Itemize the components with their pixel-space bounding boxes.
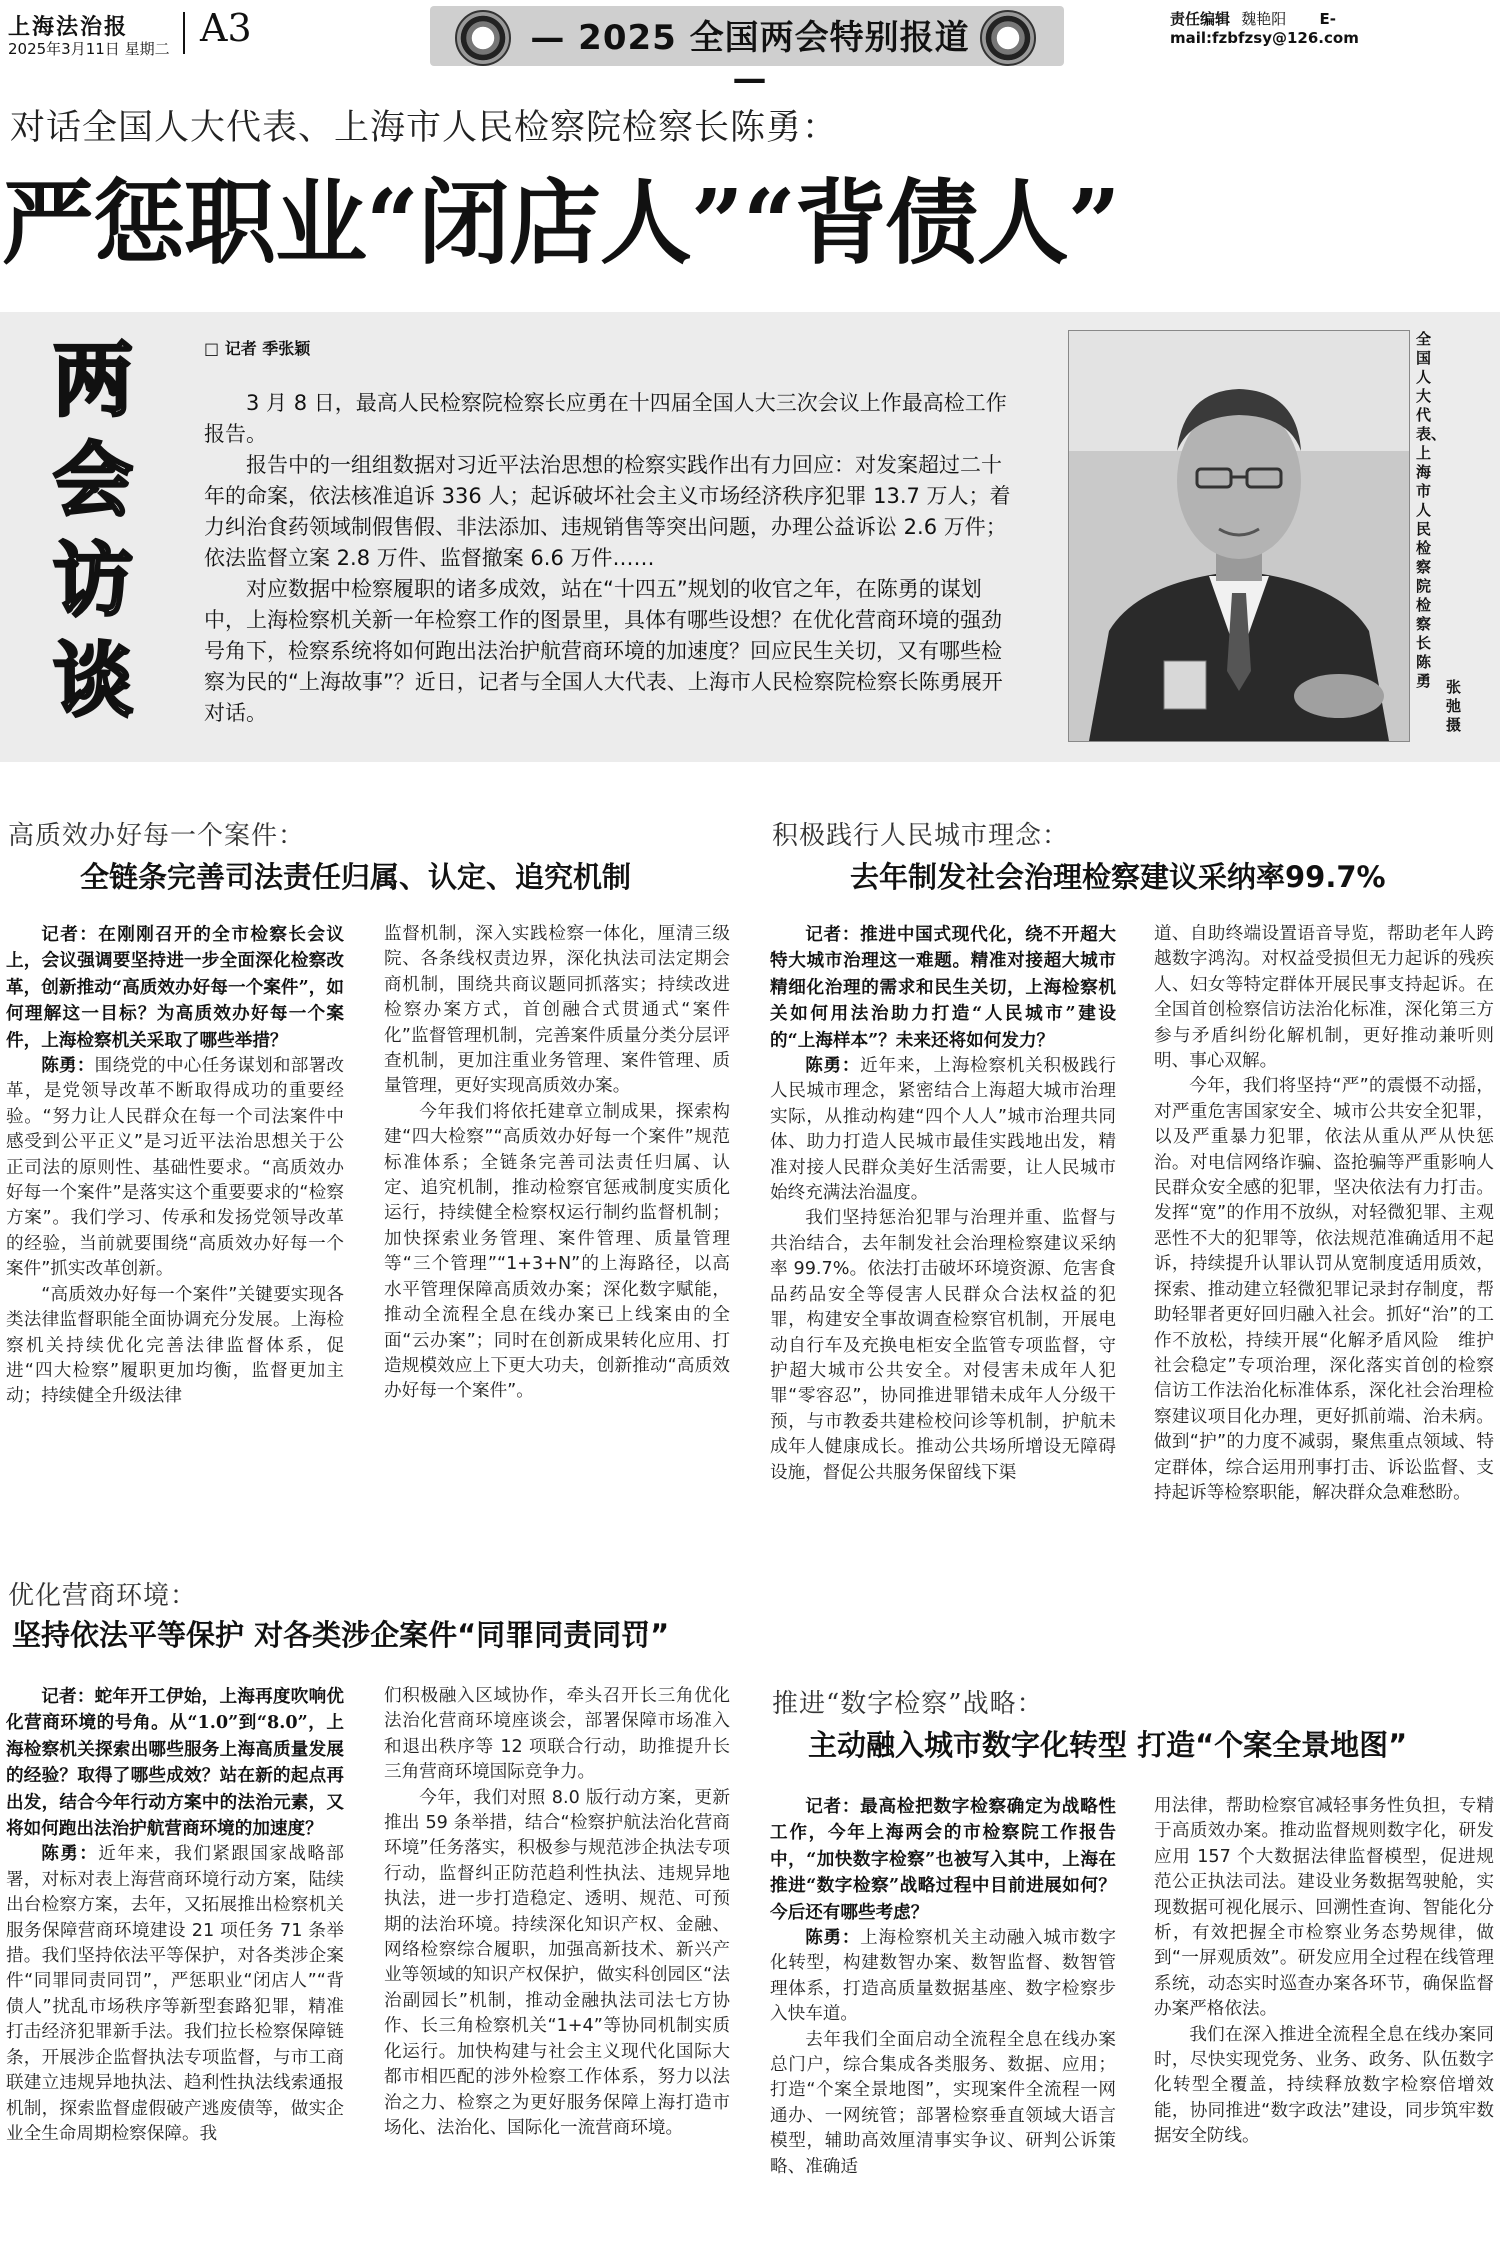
section-title: 全链条完善司法责任归属、认定、追究机制 <box>80 860 632 894</box>
body-paragraph <box>770 2028 1116 2180</box>
section-kicker: 积极践行人民城市理念： <box>772 821 1070 851</box>
text-column <box>6 1684 344 2147</box>
national-emblem-icon <box>455 10 511 66</box>
photo-credit: 张弛 摄 <box>1446 678 1462 734</box>
question-paragraph <box>6 922 344 1054</box>
speaker-label: 记者： <box>805 925 861 945</box>
section-kicker: 推进“数字检察”战略： <box>772 1689 1044 1719</box>
paragraph-text: 围绕党的中心任务谋划和部署改革，是党领导改革不断取得成功的重要经验。“努力让人民群众在每一个司法案件中感受到公平正义”是习近平法治思想关于公正司法的原则性、基础性要求。“高质效办好每一个案件”是落实这个重要要求的“检察方案”。我们学习、传承和发扬党领导改革的经验，当前就要围绕“高质效办好每一个案件”抓实改革创新。 <box>6 1056 344 1280</box>
answer-paragraph <box>770 1926 1116 2028</box>
paragraph-text: 们积极融入区域协作，牵头召开长三角优化法治化营商环境座谈会，部署保障市场准入和退出秩序等 12 项联合行动，助推提升长三角营商环境国际竞争力。 <box>384 1686 730 1783</box>
paragraph-text: 我们坚持惩治犯罪与治理并重、监督与共治结合，去年制发社会治理检察建议采纳率 99.7%。依法打击破坏环境资源、危害食品药品安全等侵害人民群众合法权益的犯罪，构建安全事故调查检察官机制，开展电动自行车及充换电柜安全监管专项监督，守护超大城市公共安全。对侵害未成年人犯罪“零容忍”，协同推进罪错未成年人分级干预，与市教委共建检校问诊等机制，护航未成年人健康成长。推动公共场所增设无障碍设施，督促公共服务保留线下渠 <box>770 1208 1116 1483</box>
text-column <box>1154 922 1494 1506</box>
paragraph-text: 蛇年开工伊始，上海再度吹响优化营商环境的号角。从“1.0”到“8.0”，上海检察机关探索出哪些服务上海高质量发展的经验？取得了哪些成效？站在新的起点再出发，结合今年行动方案中的法治元素，又将如何跑出法治护航营商环境的加速度？ <box>6 1686 344 1840</box>
text-column <box>384 1684 730 2141</box>
column-label-char: 谈 <box>53 633 133 727</box>
text-column <box>1154 1794 1494 2150</box>
body-paragraph <box>384 1786 730 2142</box>
section-kicker: 优化营商环境： <box>8 1581 198 1611</box>
issue-date: 2025年3月11日 星期二 <box>8 40 170 58</box>
speaker-label: 陈勇： <box>805 1928 861 1949</box>
portrait-illustration <box>1069 331 1409 741</box>
body-paragraph <box>770 1206 1116 1485</box>
paragraph-text: 最高检把数字检察确定为战略性工作，今年上海两会的市检察院工作报告中，“加快数字检察”也被写入其中，上海在推进“数字检察”战略过程中目前进展如何？今后还有哪些考虑？ <box>770 1796 1116 1923</box>
column-label-char: 两 <box>53 333 133 427</box>
speaker-label: 记者： <box>41 925 99 945</box>
paragraph-text: 推进中国式现代化，绕不开超大特大城市治理这一难题。精准对接超大城市精细化治理的需求和民生关切，上海检察机关如何用法治助力打造“人民城市”建设的“上海样本”？未来还将如何发力？ <box>770 924 1116 1051</box>
body-paragraph <box>384 1100 730 1405</box>
body-paragraph <box>1154 1074 1494 1506</box>
page-number: A3 <box>200 6 252 50</box>
question-paragraph <box>770 922 1116 1054</box>
text-column <box>770 1794 1116 2180</box>
paragraph-text: 道、自助终端设置语音导览，帮助老年人跨越数字鸿沟。对权益受损但无力起诉的残疾人、妇女等特定群体开展民事支持起诉。在全国首创检察信访法治化标准，深化第三方参与矛盾纠纷化解机制，更好推动兼听则明、事心双解。 <box>1154 924 1494 1072</box>
paragraph-text: 今年我们将依托建章立制成果，探索构建“四大检察”“高质效办好每一个案件”规范标准体系；全链条完善司法责任归属、认定、追究机制，推动检察官惩戒制度实质化运行，持续健全检察权运行制约监督机制；加快探索业务管理、案件管理、质量管理等“三个管理”“1+3+N”的上海路径，以高水平管理保障高质效办案；深化数字赋能，推动全流程全息在线办案已上线案由的全面“云办案”；同时在创新成果转化应用、打造规模效应上下更大功夫，创新推动“高质效办好每一个案件”。 <box>384 1101 730 1402</box>
answer-paragraph <box>6 1054 344 1283</box>
court-emblem-icon <box>980 10 1036 66</box>
speaker-label: 记者： <box>41 1687 95 1707</box>
editor-info <box>1170 8 1500 47</box>
text-column <box>384 922 730 1405</box>
body-paragraph <box>6 1283 344 1410</box>
paragraph-text: 用法律，帮助检察官减轻事务性负担，专精于高质效办案。推动监督规则数字化，研发应用 157 个大数据法律监督模型，促进规范公正执法司法。建设业务数据驾驶舱，实现数据可视化展示、回溯性查询、智能化分析，有效把握全市检察业务态势规律，做到“一屏观质效”。研发应用全过程在线管理系统，动态实时巡查办案各环节，确保监督办案严格依法。 <box>1154 1796 1494 2020</box>
intro-paragraph: 对应数据中检察履职的诸多成效，站在“十四五”规划的收官之年，在陈勇的谋划中，上海检察机关新一年检察工作的图景里，具体有哪些设想？在优化营商环境的强劲号角下，检察系统将如何跑出法治护航营商环境的加速度？回应民生关切，又有哪些检察为民的“上海故事”？近日，记者与全国人大代表、上海市人民检察院检察长陈勇展开对话。 <box>204 577 1003 725</box>
column-label <box>38 330 148 730</box>
paragraph-text: 上海检察机关主动融入城市数字化转型，构建数智办案、数智监督、数智管理体系，打造高质量数据基座、数字检察步入快车道。 <box>770 1928 1116 2025</box>
article-headline: 严惩职业“闭店人”“背债人” <box>2 169 1120 277</box>
column-label-char: 会 <box>53 433 133 527</box>
editor-label: 责任编辑 <box>1170 10 1231 28</box>
photo-caption: 全国人大代表、上海市人民检察院检察长陈勇 <box>1416 330 1447 690</box>
answer-paragraph <box>6 1842 344 2147</box>
paragraph-text: 去年我们全面启动全流程全息在线办案总门户，综合集成各类服务、数据、应用；打造“个案全景地图”，实现案件全流程一网通办、一网统管；部署检察垂直领域大语言模型，辅助高效厘清事实争议、研判公诉策略、准确适 <box>770 2029 1116 2177</box>
banner-title: — 2025 全国两会特别报道 — <box>530 18 970 99</box>
paragraph-text: 在刚刚召开的全市检察长会议上，会议强调要坚持进一步全面深化检察改革，创新推动“高质效办好每一个案件”，如何理解这一目标？为高质效办好每一个案件，上海检察机关采取了哪些举措？ <box>6 924 344 1051</box>
column-label-char: 访 <box>53 533 133 627</box>
speaker-label: 记者： <box>805 1797 861 1817</box>
portrait-photo <box>1068 330 1410 742</box>
editor-name: 魏艳阳 <box>1241 10 1287 28</box>
paragraph-text: 今年，我们对照 8.0 版行动方案，更新推出 59 条举措，结合“检察护航法治化营商环境”任务落实，积极参与规范涉企执法专项行动，监督纠正防范趋利性执法、违规异地执法，进一步打造稳定、透明、规范、可预期的法治环境。持续深化知识产权、金融、网络检察综合履职，加强高新技术、新兴产业等领域的知识产权保护，做实科创园区“法治副园长”机制，推动金融执法司法七方协作、长三角检察机关“1+4”等协同机制实质化运行。加快构建与社会主义现代化国际大都市相匹配的涉外检察工作体系，努力以法治之力、检察之为更好服务保障上海打造市场化、法治化、国际化一流营商环境。 <box>384 1787 730 2138</box>
article-kicker: 对话全国人大代表、上海市人民检察院检察长陈勇： <box>10 108 839 148</box>
paragraph-text: 我们在深入推进全流程全息在线办案同时，尽快实现党务、业务、政务、队伍数字化转型全覆盖，持续释放数字检察倍增效能，协同推进“数字政法”建设，同步筑牢数据安全防线。 <box>1154 2024 1494 2147</box>
text-column <box>770 922 1116 1486</box>
question-paragraph <box>770 1794 1116 1926</box>
paragraph-text: 监督机制，深入实践检察一体化，厘清三级院、各条线权责边界，深化执法司法定期会商机制，围绕共商议题同抓落实；持续改进检察办案方式，首创融合式贯通式“案件化”监督管理机制，完善案件质量分类分层评查机制，更加注重业务管理、案件管理、质量管理，更好实现高质效办案。 <box>384 924 730 1097</box>
answer-paragraph <box>770 1054 1116 1206</box>
body-paragraph <box>384 1684 730 1786</box>
masthead-divider <box>183 12 185 54</box>
speaker-label: 陈勇： <box>41 1056 95 1077</box>
text-column <box>6 922 344 1410</box>
newspaper-logo: 上海法治报 <box>8 14 129 40</box>
section-title: 主动融入城市数字化转型 打造“个案全景地图” <box>808 1728 1408 1762</box>
question-paragraph <box>6 1684 344 1842</box>
paragraph-text: “高质效办好每一个案件”关键要实现各类法律监督职能全面协调充分发展。上海检察机关持续优化完善法律监督体系，促进“四大检察”履职更加均衡，监督更加主动；持续健全升级法律 <box>6 1284 344 1407</box>
reporter-byline: □ 记者 季张颖 <box>204 339 311 358</box>
body-paragraph <box>1154 2023 1494 2150</box>
speaker-label: 陈勇： <box>41 1844 99 1865</box>
body-paragraph <box>1154 1794 1494 2023</box>
body-paragraph <box>1154 922 1494 1074</box>
paragraph-text: 近年来，我们紧跟国家战略部署，对标对表上海营商环境行动方案，陆续出台检察方案，去年，又拓展推出检察机关服务保障营商环境建设 21 项任务 71 条举措。我们坚持依法平等保护，对各类涉企案件“同罪同责同罚”，严惩职业“闭店人”“背债人”扰乱市场秩序等新型套路犯罪，精准打击经济犯罪新手法。我们拉长检察保障链条，开展涉企监督执法专项监督，与市工商联建立违规异地执法、趋利性执法线索通报机制，探索监督虚假破产逃废债等，做实企业全生命周期检察保障。我 <box>6 1844 344 2144</box>
intro-paragraph: 报告中的一组组数据对习近平法治思想的检察实践作出有力回应：对发案超过二十年的命案，依法核准追诉 336 人；起诉破坏社会主义市场经济秩序犯罪 13.7 万人；着力纠治食药领域制假售假、非法添加、违规销售等突出问题，办理公益诉讼 2.6 万件；依法监督立案 2.8 万件、监督撤案 6.6 万件…… <box>204 453 1011 570</box>
section-kicker: 高质效办好每一个案件： <box>8 821 306 851</box>
section-title: 去年制发社会治理检察建议采纳率99.7% <box>850 860 1386 894</box>
paragraph-text: 今年，我们将坚持“严”的震慑不动摇，对严重危害国家安全、城市公共安全犯罪，以及严重暴力犯罪，依法从重从严从快惩治。对电信网络诈骗、盗抢骗等严重影响人民群众安全感的犯罪，坚决依法有力打击。发挥“宽”的作用不放纵，对轻微犯罪、主观恶性不大的犯罪等，依法规范准确适用不起诉，持续提升认罪认罚从宽制度适用质效，探索、推动建立轻微犯罪记录封存制度，帮助轻罪者更好回归融入社会。抓好“治”的工作不放松，持续开展“化解矛盾风险 维护社会稳定”专项治理，深化落实首创的检察信访工作法治化标准体系，深化社会治理检察建议项目化办理，更好抓前端、治未病。做到“护”的力度不减弱，聚焦重点领域、特定群体，综合运用刑事打击、诉讼监督、支持起诉等检察职能，解决群众急难愁盼。 <box>1154 1076 1494 1503</box>
section-title: 坚持依法平等保护 对各类涉企案件“同罪同责同罚” <box>12 1618 670 1652</box>
body-paragraph <box>384 922 730 1100</box>
paragraph-text: 近年来，上海检察机关积极践行人民城市理念，紧密结合上海超大城市治理实际，从推动构建“四个人人”城市治理共同体、助力打造人民城市最佳实践地出发，精准对接人民群众美好生活需要，让人民城市始终充满法治温度。 <box>770 1056 1116 1204</box>
intro-paragraph: 3 月 8 日，最高人民检察院检察长应勇在十四届全国人大三次会议上作最高检工作报告。 <box>204 391 1007 446</box>
speaker-label: 陈勇： <box>805 1056 861 1077</box>
editor-email: E-mail:fzbfzsy@126.com <box>1170 10 1359 47</box>
intro-text <box>204 388 1014 729</box>
